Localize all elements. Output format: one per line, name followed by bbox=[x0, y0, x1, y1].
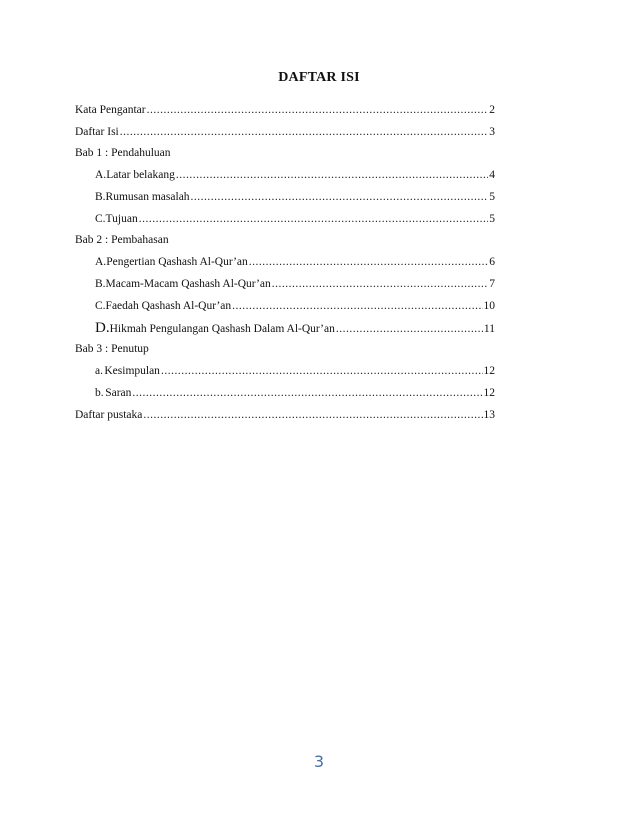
toc-subentry-marker: B. bbox=[95, 191, 106, 203]
toc-subentry bbox=[75, 251, 495, 273]
toc-subentry-marker: a. bbox=[95, 365, 103, 377]
toc-chapter-heading: Bab 2 : Pembahasan bbox=[75, 234, 169, 246]
toc-subentry-page: 11 bbox=[483, 323, 495, 335]
toc-subentry-label: Pengertian Qashash Al-Qur’an bbox=[106, 256, 248, 268]
table-of-contents bbox=[75, 99, 495, 426]
toc-subentry-page: 5 bbox=[489, 191, 495, 203]
toc-subentry-marker: C. bbox=[95, 300, 106, 312]
dot-leader bbox=[336, 318, 483, 340]
dot-leader bbox=[232, 295, 482, 317]
toc-subentry-page: 5 bbox=[489, 213, 495, 225]
toc-entry-daftar-pustaka bbox=[75, 404, 495, 426]
dot-leader bbox=[176, 164, 488, 186]
toc-subentry-marker: B. bbox=[95, 278, 106, 290]
toc-entry-page: 2 bbox=[489, 104, 495, 116]
dot-leader bbox=[132, 382, 482, 404]
toc-subentry-marker: A. bbox=[95, 256, 107, 268]
toc-entry-page: 13 bbox=[483, 409, 495, 421]
toc-subentry-label: Rumusan masalah bbox=[105, 191, 190, 203]
toc-subentry bbox=[75, 273, 495, 295]
toc-entry-kata-pengantar bbox=[75, 99, 495, 121]
dot-leader bbox=[143, 404, 482, 426]
page-number: 3 bbox=[313, 752, 325, 771]
toc-subentry-page: 10 bbox=[483, 300, 495, 312]
toc-subentry-page: 7 bbox=[489, 278, 495, 290]
dot-leader bbox=[161, 360, 483, 382]
toc-subentry-label: Faedah Qashash Al-Qur’an bbox=[105, 300, 232, 312]
toc-subentry-label: Tujuan bbox=[105, 213, 138, 225]
toc-subentry bbox=[75, 186, 495, 208]
dot-leader bbox=[191, 186, 489, 208]
toc-chapter-heading: Bab 1 : Pendahuluan bbox=[75, 147, 171, 159]
toc-subentry bbox=[75, 360, 495, 382]
toc-subentry bbox=[75, 208, 495, 230]
toc-subentry bbox=[75, 164, 495, 186]
dot-leader bbox=[272, 273, 489, 295]
dot-leader bbox=[139, 208, 489, 230]
toc-entry-page: 3 bbox=[489, 126, 495, 138]
toc-entry-daftar-isi bbox=[75, 121, 495, 143]
toc-subentry-page: 12 bbox=[483, 365, 495, 377]
toc-subentry-marker: A. bbox=[95, 169, 107, 181]
toc-subentry-marker: C. bbox=[95, 213, 106, 225]
dot-leader bbox=[147, 99, 489, 121]
toc-subentry bbox=[75, 295, 495, 317]
toc-subentry-label: Saran bbox=[105, 387, 132, 399]
toc-subentry-label: Kesimpulan bbox=[104, 365, 160, 377]
toc-chapter-heading: Bab 3 : Penutup bbox=[75, 343, 149, 355]
toc-entry-label: Kata Pengantar bbox=[75, 104, 146, 116]
toc-subentry-marker: D. bbox=[95, 320, 110, 336]
toc-subentry-page: 12 bbox=[483, 387, 495, 399]
toc-subentry-marker: b. bbox=[95, 387, 104, 399]
toc-subentry-label: Latar belakang bbox=[106, 169, 175, 181]
toc-subentry bbox=[75, 382, 495, 404]
document-title: DAFTAR ISI bbox=[278, 70, 360, 85]
dot-leader bbox=[249, 251, 488, 273]
toc-entry-label: Daftar Isi bbox=[75, 126, 119, 138]
toc-subentry bbox=[75, 317, 495, 339]
toc-subentry-label: Macam-Macam Qashash Al-Qur’an bbox=[105, 278, 271, 290]
dot-leader bbox=[120, 121, 489, 143]
toc-subentry-page: 4 bbox=[489, 169, 495, 181]
toc-subentry-label: Hikmah Pengulangan Qashash Dalam Al-Qur’an bbox=[109, 323, 335, 335]
toc-entry-label: Daftar pustaka bbox=[75, 409, 143, 421]
toc-subentry-page: 6 bbox=[489, 256, 495, 268]
